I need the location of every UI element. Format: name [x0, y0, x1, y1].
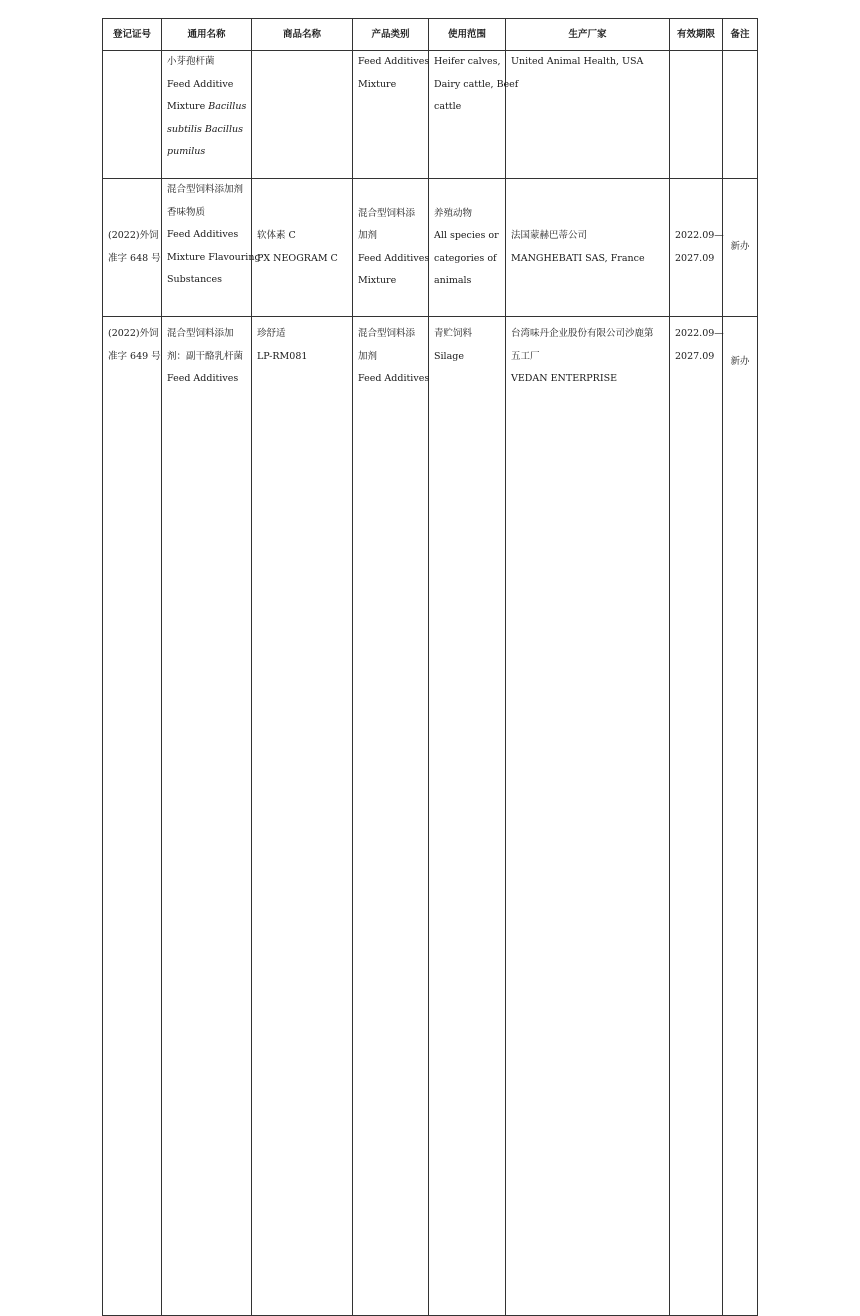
common_name-text: 剂：副干酪乳杆菌: [167, 350, 244, 362]
cell-trade-name: [252, 317, 353, 1316]
cell-common-name: [162, 179, 261, 317]
cell-validity: [670, 317, 723, 1316]
common_name-text: 小芽孢杆菌: [167, 56, 215, 67]
cell-category: [353, 179, 429, 317]
common_name-text: Substances: [167, 274, 223, 285]
cell-category: [353, 317, 429, 1316]
category-line: Mixture: [358, 78, 397, 90]
common_name-italic-text: subtilis Bacillus: [167, 123, 243, 135]
category-line: 混合型饲料添: [358, 328, 416, 339]
table-row: [103, 317, 758, 1316]
cell-reg-no: [103, 317, 162, 1316]
scope-line: All species or: [434, 230, 499, 241]
header-row: [103, 19, 758, 51]
scope-line: 养殖动物: [434, 207, 473, 219]
cell-reg-no: [103, 51, 162, 179]
cell-common-name: [162, 317, 252, 1316]
common_name-italic-text: pumilus: [167, 146, 206, 157]
common_name-line: [167, 51, 246, 74]
manufacturer-line: United Animal Health, USA: [511, 56, 644, 67]
common_name-text: Mixture: [167, 101, 209, 112]
scope-line: Silage: [434, 350, 464, 362]
common_name-text: Feed Additives: [167, 373, 239, 384]
scope-line: animals: [434, 275, 472, 286]
common_name-line: [167, 119, 246, 142]
manufacturer-line: VEDAN ENTERPRISE: [511, 373, 618, 384]
common_name-line: [167, 269, 246, 292]
reg_no-line: (2022)外饲: [108, 230, 159, 241]
trade_name-line: 珍舒适: [257, 328, 286, 339]
header-trade-name: 商品名称: [252, 19, 353, 51]
category-line: 混合型饲料添: [358, 207, 416, 219]
cell-remark: [723, 179, 758, 317]
remark-text: 新办: [730, 241, 750, 253]
header-common-name: 通用名称: [162, 19, 252, 51]
header-scope: 使用范围: [429, 19, 506, 51]
common_name-text: Feed Additive: [167, 78, 234, 90]
trade_name-line: PX NEOGRAM C: [257, 252, 338, 264]
scope-line: cattle: [434, 101, 462, 112]
common_name-text: 混合型饲料添加剂: [167, 184, 244, 195]
category-line: Mixture: [358, 275, 397, 286]
table-row: [103, 179, 758, 317]
common_name-text: 混合型饲料添加: [167, 328, 234, 339]
scope-line: Dairy cattle, Beef: [434, 78, 519, 90]
category-line: 加剂: [358, 230, 378, 241]
validity-line: 2027.09: [675, 252, 715, 264]
common_name-line: [167, 368, 246, 391]
cell-scope: [429, 317, 506, 1316]
cell-manufacturer: [506, 179, 670, 317]
header-manufacturer: 生产厂家: [506, 19, 670, 51]
common_name-line: [167, 179, 246, 202]
cell-category: [353, 51, 429, 179]
validity-line: 2022.09—: [675, 230, 724, 241]
common_name-text: Mixture Flavouring: [167, 251, 261, 263]
header-reg-no: 登记证号: [103, 19, 162, 51]
common_name-line: [167, 96, 246, 119]
header-category: 产品类别: [353, 19, 429, 51]
cell-trade-name: [252, 179, 353, 317]
cell-validity: [670, 179, 723, 317]
cell-trade-name: [252, 51, 353, 179]
trade_name-line: 软体素 C: [257, 230, 296, 241]
header-validity: 有效期限: [670, 19, 723, 51]
common_name-line: [167, 323, 246, 346]
category-line: Feed Additives: [358, 56, 430, 67]
remark-text: 新办: [730, 356, 750, 367]
common_name-line: [167, 74, 246, 97]
validity-line: 2022.09—: [675, 328, 724, 339]
manufacturer-line: MANGHEBATI SAS, France: [511, 252, 645, 264]
common_name-line: [167, 224, 246, 247]
manufacturer-line: 五工厂: [511, 350, 540, 362]
scope-line: Heifer calves,: [434, 56, 501, 67]
scope-line: categories of: [434, 252, 497, 264]
cell-reg-no: [103, 179, 162, 317]
cell-common-name: [162, 51, 252, 179]
common_name-line: [167, 346, 246, 369]
common_name-line: [167, 141, 246, 164]
common_name-line: [167, 202, 246, 225]
reg_no-line: 准字 648 号: [108, 252, 161, 264]
cell-remark: [723, 51, 758, 179]
category-line: Feed Additives: [358, 252, 430, 264]
cell-remark: [723, 317, 758, 1316]
reg_no-line: (2022)外饲: [108, 328, 159, 339]
manufacturer-line: 台湾味丹企业股份有限公司沙鹿第: [511, 328, 654, 339]
common_name-text: Feed Additives: [167, 229, 239, 240]
cell-validity: [670, 51, 723, 179]
header-remark: 备注: [723, 19, 758, 51]
category-line: 加剂: [358, 350, 378, 362]
cell-manufacturer: [506, 51, 670, 179]
category-line: Feed Additives: [358, 373, 430, 384]
table-row: [103, 51, 758, 179]
reg_no-line: 准字 649 号: [108, 350, 161, 362]
cell-manufacturer: [506, 317, 670, 1316]
scope-line: 青贮饲料: [434, 328, 473, 339]
validity-line: 2027.09: [675, 350, 715, 362]
trade_name-line: LP-RM081: [257, 350, 308, 362]
common_name-line: [167, 247, 261, 270]
registration-table: [102, 18, 758, 1316]
cell-scope: [429, 51, 519, 179]
common_name-italic-text: Bacillus: [208, 101, 247, 112]
common_name-text: 香味物质: [167, 206, 206, 218]
cell-scope: [429, 179, 506, 317]
manufacturer-line: 法国蒙赫巴蒂公司: [511, 230, 588, 241]
